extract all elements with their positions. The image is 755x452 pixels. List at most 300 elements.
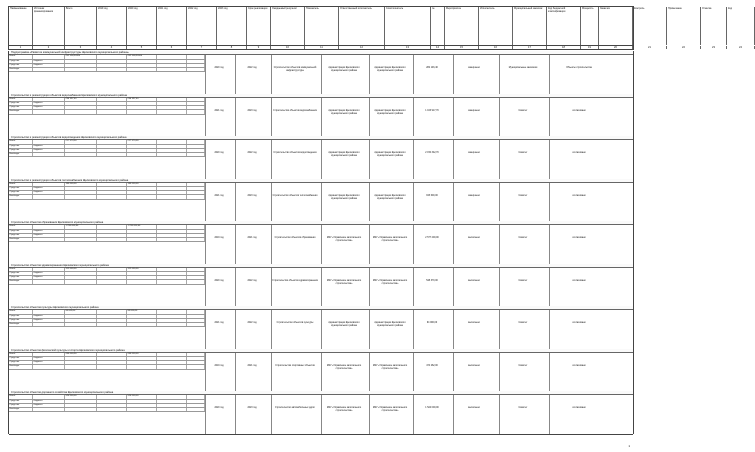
column-number: 14 — [431, 46, 445, 49]
detail-cell: выполнено — [468, 364, 480, 367]
column-divider — [271, 183, 272, 222]
detail-cell: Администрация Щелковского муниципального района — [328, 152, 360, 158]
column-divider — [271, 395, 272, 434]
column-number: 19 — [581, 46, 599, 49]
header-cell: Ожидаемый результат — [271, 7, 305, 45]
table-cell: Внебюдж. — [9, 323, 33, 326]
header-cell: Наименование — [9, 7, 33, 45]
table-cell — [97, 191, 127, 194]
section-body — [9, 395, 633, 435]
column-divider — [549, 310, 550, 349]
column-divider — [235, 98, 236, 137]
column-divider — [369, 225, 370, 264]
detail-cell: Администрация Щелковского муниципального района — [328, 67, 360, 73]
detail-cell: 2022 год — [247, 279, 257, 282]
table-cell — [97, 365, 127, 368]
table-cell — [33, 195, 65, 198]
table-cell — [97, 353, 127, 356]
column-divider — [413, 183, 414, 222]
detail-cell: Комитет — [518, 152, 528, 155]
table-cell: Средства — [9, 361, 33, 364]
program-section — [8, 264, 634, 307]
column-divider — [453, 140, 454, 179]
column-divider — [413, 353, 414, 392]
table-cell — [127, 145, 157, 148]
table-cell: 252 508,92060 — [65, 55, 97, 58]
table-cell — [33, 238, 65, 241]
table-row — [9, 195, 205, 199]
header-cell: 2021 год — [157, 7, 187, 45]
table-cell — [97, 361, 127, 364]
detail-cell: Строительство объектов коммунальной инфраструктуры — [273, 67, 317, 73]
table-cell: 1 235 000,00 — [127, 225, 157, 228]
header-cell: 2023 год — [217, 7, 247, 45]
column-divider — [235, 183, 236, 222]
table-cell — [97, 319, 127, 322]
detail-cell: Комитет — [518, 279, 528, 282]
table-cell — [33, 140, 65, 143]
table-cell — [187, 365, 205, 368]
column-number: 3 — [65, 46, 97, 49]
column-number: 9 — [247, 46, 271, 49]
table-cell: бюджета — [33, 404, 65, 407]
table-cell — [187, 395, 205, 398]
detail-cell: выполнено — [468, 237, 480, 240]
table-cell: бюджета — [33, 149, 65, 152]
table-cell — [127, 195, 157, 198]
table-cell — [187, 60, 205, 63]
detail-cell: согласовано — [572, 194, 586, 197]
table-cell — [187, 149, 205, 152]
table-cell — [157, 361, 187, 364]
table-cell — [157, 353, 187, 356]
table-cell — [187, 280, 205, 283]
table-cell: 236 397,40 — [65, 98, 97, 101]
table-cell — [97, 110, 127, 113]
table-cell — [97, 357, 127, 360]
column-divider — [235, 55, 236, 94]
table-cell — [187, 361, 205, 364]
column-divider — [271, 55, 272, 94]
table-cell — [97, 400, 127, 403]
table-cell — [187, 315, 205, 318]
table-cell: Всего — [9, 183, 33, 186]
table-cell — [97, 183, 127, 186]
column-divider — [499, 55, 500, 94]
column-number: 13 — [385, 46, 431, 49]
header-cell: Показатель — [305, 7, 339, 45]
detail-cell: Строительство объектов образования — [274, 237, 316, 240]
table-cell — [33, 68, 65, 71]
detail-cell: согласовано — [572, 279, 586, 282]
table-cell — [157, 68, 187, 71]
table-cell — [157, 64, 187, 67]
table-cell: Средства — [9, 272, 33, 275]
table-cell — [157, 280, 187, 283]
column-number: 6 — [157, 46, 187, 49]
table-cell: 264 000,00 — [65, 353, 97, 356]
table-cell: Всего — [9, 310, 33, 313]
table-cell — [187, 404, 205, 407]
column-divider — [205, 353, 206, 392]
table-cell — [97, 404, 127, 407]
page-number: 1 — [628, 444, 630, 448]
detail-cell: 2 150 342,70 — [425, 152, 439, 155]
header-cell: Контроль — [633, 7, 667, 45]
section-title: Подпрограмма «Развитие коммунальной инфраструктуры Щелковского муниципального района» — [9, 51, 633, 55]
table-cell — [127, 404, 157, 407]
financing-table — [9, 55, 205, 72]
table-cell: 520 000,00 — [127, 395, 157, 398]
table-cell — [127, 153, 157, 156]
column-divider — [453, 268, 454, 307]
table-cell: Средства — [9, 187, 33, 190]
table-cell — [187, 98, 205, 101]
column-divider — [549, 183, 550, 222]
table-cell — [65, 149, 97, 152]
column-divider — [271, 310, 272, 349]
table-cell — [65, 195, 97, 198]
detail-cell: 2022 год — [247, 152, 257, 155]
table-cell — [127, 149, 157, 152]
column-divider — [369, 55, 370, 94]
column-number: 21 — [633, 46, 667, 49]
detail-cell: 548 370,00 — [426, 279, 438, 282]
detail-cell: Администрация Щелковского муниципального района — [374, 322, 406, 328]
detail-cell: Строительство объектов водоснабжения — [273, 109, 317, 112]
detail-cell: МКУ «Управление капитального строительства» — [372, 237, 408, 243]
detail-cell: Администрация Щелковского муниципального района — [328, 322, 360, 328]
table-cell: Средства — [9, 106, 33, 109]
table-cell: Всего — [9, 140, 33, 143]
detail-cell: согласовано — [572, 322, 586, 325]
table-cell: 1 235 000,00 — [65, 225, 97, 228]
table-cell — [65, 365, 97, 368]
table-cell — [187, 272, 205, 275]
table-cell — [127, 68, 157, 71]
table-cell — [65, 106, 97, 109]
table-row — [9, 238, 205, 242]
column-divider — [499, 225, 500, 264]
table-cell — [187, 323, 205, 326]
table-cell: Средства — [9, 276, 33, 279]
table-cell — [33, 183, 65, 186]
column-divider — [235, 140, 236, 179]
table-cell — [33, 280, 65, 283]
column-divider — [321, 353, 322, 392]
detail-cell: Строительство автомобильных дорог — [274, 407, 316, 410]
column-divider — [413, 98, 414, 137]
column-divider — [413, 140, 414, 179]
table-cell — [157, 319, 187, 322]
column-divider — [369, 98, 370, 137]
financing-table — [9, 310, 205, 327]
header-cell: Всего — [65, 7, 97, 45]
table-cell — [157, 404, 187, 407]
financing-table — [9, 183, 205, 200]
table-cell — [127, 187, 157, 190]
detail-cell: Администрация Щелковского муниципального района — [374, 109, 406, 115]
column-divider — [549, 55, 550, 94]
table-cell — [127, 319, 157, 322]
table-cell: 185 000,00 — [127, 183, 157, 186]
column-divider — [499, 268, 500, 307]
table-cell — [187, 357, 205, 360]
table-cell: 236 397,40 — [127, 98, 157, 101]
table-cell: Внебюдж. — [9, 238, 33, 241]
table-cell: Всего — [9, 98, 33, 101]
table-cell — [33, 153, 65, 156]
section-body — [9, 98, 633, 138]
column-divider — [321, 225, 322, 264]
table-cell — [97, 276, 127, 279]
table-cell — [97, 408, 127, 411]
detail-cell: 2021 год — [214, 109, 224, 112]
table-cell — [97, 225, 127, 228]
header-cell: Мощность — [581, 7, 599, 45]
detail-cell: согласовано — [572, 109, 586, 112]
detail-cell: 2019 год — [214, 364, 224, 367]
table-cell — [157, 153, 187, 156]
detail-cell: 2022 год — [247, 67, 257, 70]
financing-table — [9, 268, 205, 285]
table-cell — [157, 268, 187, 271]
column-divider — [453, 183, 454, 222]
table-cell — [97, 268, 127, 271]
column-divider — [205, 310, 206, 349]
table-cell — [157, 315, 187, 318]
table-cell — [65, 404, 97, 407]
table-cell — [157, 323, 187, 326]
table-cell — [157, 230, 187, 233]
detail-cell: МКУ «Управление капитального строительства» — [326, 237, 362, 243]
detail-cell: Комитет — [518, 109, 528, 112]
detail-cell: Комитет — [518, 194, 528, 197]
column-divider — [453, 395, 454, 434]
column-divider — [369, 268, 370, 307]
column-divider — [235, 310, 236, 349]
table-cell: Средства — [9, 102, 33, 105]
table-cell — [65, 110, 97, 113]
column-divider — [321, 395, 322, 434]
table-cell — [127, 357, 157, 360]
table-cell — [127, 365, 157, 368]
table-cell — [157, 195, 187, 198]
header-cell: Отметка — [701, 7, 727, 45]
detail-cell: 2020 год — [214, 67, 224, 70]
detail-cell: 2020 год — [214, 407, 224, 410]
detail-cell: 2019 год — [214, 237, 224, 240]
table-cell — [157, 238, 187, 241]
column-divider — [271, 353, 272, 392]
table-cell — [187, 68, 205, 71]
section-body — [9, 268, 633, 308]
detail-cell: 2021 год — [214, 322, 224, 325]
table-cell — [187, 310, 205, 313]
table-cell — [157, 357, 187, 360]
table-cell — [97, 315, 127, 318]
detail-cell: 2021 год — [214, 194, 224, 197]
section-title: Строительство и реконструкция объектов водоснабжения Щелковского муниципального района — [9, 94, 633, 98]
detail-cell: Строительство спортивных объектов — [275, 364, 315, 367]
detail-cell: завершено — [468, 194, 480, 197]
table-cell — [97, 64, 127, 67]
table-cell — [187, 230, 205, 233]
header-cell: Мероприятие — [445, 7, 479, 45]
table-cell: бюджета — [33, 272, 65, 275]
detail-cell: Строительство объектов здравоохранения — [272, 279, 318, 282]
detail-cell: Строительство объектов водоотведения — [273, 152, 317, 155]
table-cell: Средства — [9, 230, 33, 233]
table-cell: Средства — [9, 149, 33, 152]
column-divider — [453, 353, 454, 392]
table-cell — [33, 323, 65, 326]
detail-cell: 915 600,00 — [426, 194, 438, 197]
column-divider — [453, 310, 454, 349]
detail-cell: МКУ «Управление капитального строительства» — [372, 364, 408, 370]
section-body — [9, 140, 633, 180]
detail-cell: Строительство объектов культуры — [276, 322, 314, 325]
table-cell — [157, 395, 187, 398]
column-divider — [369, 183, 370, 222]
column-divider — [549, 268, 550, 307]
column-divider — [369, 353, 370, 392]
section-title: Строительство объектов образования Щелковского муниципального района — [9, 221, 633, 225]
column-number: 22 — [667, 46, 701, 49]
table-cell — [157, 310, 187, 313]
table-cell — [65, 400, 97, 403]
table-cell — [65, 323, 97, 326]
table-cell — [97, 68, 127, 71]
table-cell — [187, 145, 205, 148]
table-cell — [97, 234, 127, 237]
table-row — [9, 110, 205, 114]
table-cell: Всего — [9, 395, 33, 398]
table-cell: Средства — [9, 400, 33, 403]
table-cell — [65, 153, 97, 156]
table-cell — [127, 64, 157, 67]
detail-cell: МКУ «Управление капитального строительства» — [326, 279, 362, 285]
table-cell — [97, 323, 127, 326]
column-divider — [369, 140, 370, 179]
table-cell: бюджета — [33, 191, 65, 194]
section-body — [9, 353, 633, 393]
table-cell — [33, 365, 65, 368]
detail-cell: 2023 год — [247, 194, 257, 197]
column-divider — [549, 395, 550, 434]
table-cell: 94 000,00 — [65, 310, 97, 313]
table-cell — [97, 187, 127, 190]
detail-cell: МКУ «Управление капитального строительства» — [326, 364, 362, 370]
table-cell — [157, 272, 187, 275]
detail-cell: МКУ «Управление капитального строительства» — [372, 279, 408, 285]
section-title: Строительство и реконструкция объектов теплоснабжения Щелковского муниципального района — [9, 179, 633, 183]
column-divider — [321, 268, 322, 307]
column-divider — [271, 268, 272, 307]
column-divider — [205, 395, 206, 434]
table-cell: 520 000,00 — [65, 395, 97, 398]
table-cell: Средства — [9, 191, 33, 194]
table-cell: Средства — [9, 319, 33, 322]
table-cell: бюджета — [33, 230, 65, 233]
financing-table — [9, 353, 205, 370]
table-cell: бюджета — [33, 102, 65, 105]
column-divider — [499, 183, 500, 222]
detail-cell: 2021 год — [247, 237, 257, 240]
table-cell — [157, 400, 187, 403]
column-divider — [235, 353, 236, 392]
table-cell — [157, 408, 187, 411]
column-divider — [499, 353, 500, 392]
table-cell — [97, 140, 127, 143]
table-cell: Внебюдж. — [9, 195, 33, 198]
column-divider — [271, 225, 272, 264]
table-cell — [157, 234, 187, 237]
column-number: 16 — [479, 46, 513, 49]
table-cell — [127, 106, 157, 109]
table-cell — [97, 60, 127, 63]
table-cell — [127, 280, 157, 283]
table-cell — [65, 145, 97, 148]
column-divider — [369, 395, 370, 434]
table-cell — [97, 98, 127, 101]
column-number: 12 — [339, 46, 385, 49]
table-row — [9, 408, 205, 412]
table-cell — [65, 68, 97, 71]
table-cell: бюджета — [33, 187, 65, 190]
table-cell — [157, 55, 187, 58]
table-cell — [127, 191, 157, 194]
column-divider — [453, 55, 454, 94]
column-divider — [235, 225, 236, 264]
table-cell — [97, 55, 127, 58]
header-cell: № — [431, 7, 445, 45]
column-number: 15 — [445, 46, 479, 49]
table-cell — [157, 145, 187, 148]
table-cell — [157, 187, 187, 190]
column-number: 17 — [513, 46, 547, 49]
header-cell: Код — [727, 7, 755, 45]
table-cell: Средства — [9, 234, 33, 237]
column-divider — [549, 225, 550, 264]
header-cell: Исполнитель — [479, 7, 513, 45]
table-cell — [33, 310, 65, 313]
table-cell: Внебюдж. — [9, 365, 33, 368]
table-cell: бюджета — [33, 60, 65, 63]
column-divider — [499, 310, 500, 349]
table-cell — [65, 272, 97, 275]
table-row — [9, 323, 205, 327]
financing-table — [9, 395, 205, 412]
financing-table — [9, 98, 205, 115]
column-number: 10 — [271, 46, 305, 49]
detail-cell: завершено — [468, 109, 480, 112]
table-cell — [65, 319, 97, 322]
table-cell — [187, 106, 205, 109]
table-cell — [127, 60, 157, 63]
column-divider — [453, 225, 454, 264]
table-cell: Средства — [9, 145, 33, 148]
detail-cell: 2023 год — [247, 407, 257, 410]
column-divider — [549, 98, 550, 137]
table-cell: бюджета — [33, 319, 65, 322]
table-cell — [187, 110, 205, 113]
detail-cell: Комитет — [518, 322, 528, 325]
column-divider — [321, 310, 322, 349]
table-cell — [157, 365, 187, 368]
financing-table — [9, 225, 205, 242]
table-cell: 185 000,00 — [65, 183, 97, 186]
